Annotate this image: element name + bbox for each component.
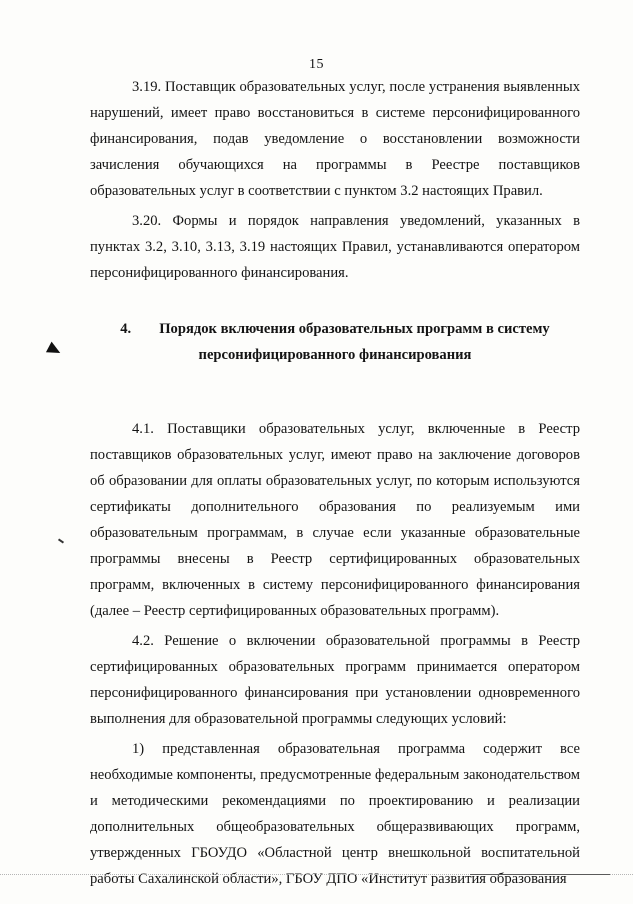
- bottom-scan-line-dark: [470, 874, 610, 875]
- page-number: 15: [309, 57, 324, 72]
- section-heading: [90, 316, 580, 368]
- paragraph-4-2-item-1: 1) представленная образовательная программа содержит все необходимые компоненты, предусмотренные федеральным законодательством и методическими рекомендациями по проектированию и реализации дополнительных общеобразовательных общеразвивающих программ, утвержденных ГБОУДО «Областной центр внешкольной воспитательной работы Сахалинской области», ГБОУ ДПО «Институт развития образования: [90, 741, 580, 887]
- paragraph-4-1: 4.1. Поставщики образовательных услуг, включенные в Реестр поставщиков образовательных услуг, имеют право на заключение договоров об образовании для оплаты образовательных услуг, по которым используются сертификаты дополнительного образования по реализуемым ими образовательным программам, в случае если указанные образовательные программы внесены в Реестр сертифицированных образовательных программ, включенных в систему персонифицированного финансирования (далее – Реестр сертифицированных образовательных программ).: [90, 421, 580, 619]
- margin-arrow-mark-icon: [46, 342, 63, 359]
- paragraph-3-20: 3.20. Формы и порядок направления уведомлений, указанных в пунктах 3.2, 3.10, 3.13, 3.19 настоящих Правил, устанавливаются оператором персонифицированного финансирования.: [90, 213, 580, 281]
- section-title: Порядок включения образовательных программ в систему персонифицированного финансирования: [159, 321, 550, 363]
- document-body: [90, 74, 580, 892]
- section-number: 4.: [120, 321, 132, 337]
- paragraph-3-19: 3.19. Поставщик образовательных услуг, после устранения выявленных нарушений, имеет право восстановиться в системе персонифицированного финансирования, подав уведомление о восстановлении возможности зачисления обучающихся на программы в Реестре поставщиков образовательных услуг в соответствии с пунктом 3.2 настоящих Правил.: [90, 79, 580, 199]
- scan-speck-icon: [58, 538, 64, 543]
- paragraph-4-2: 4.2. Решение о включении образовательной программы в Реестр сертифицированных образовательных программ принимается оператором персонифицированного финансирования при установлении одновременного выполнения для образовательной программы следующих условий:: [90, 633, 580, 727]
